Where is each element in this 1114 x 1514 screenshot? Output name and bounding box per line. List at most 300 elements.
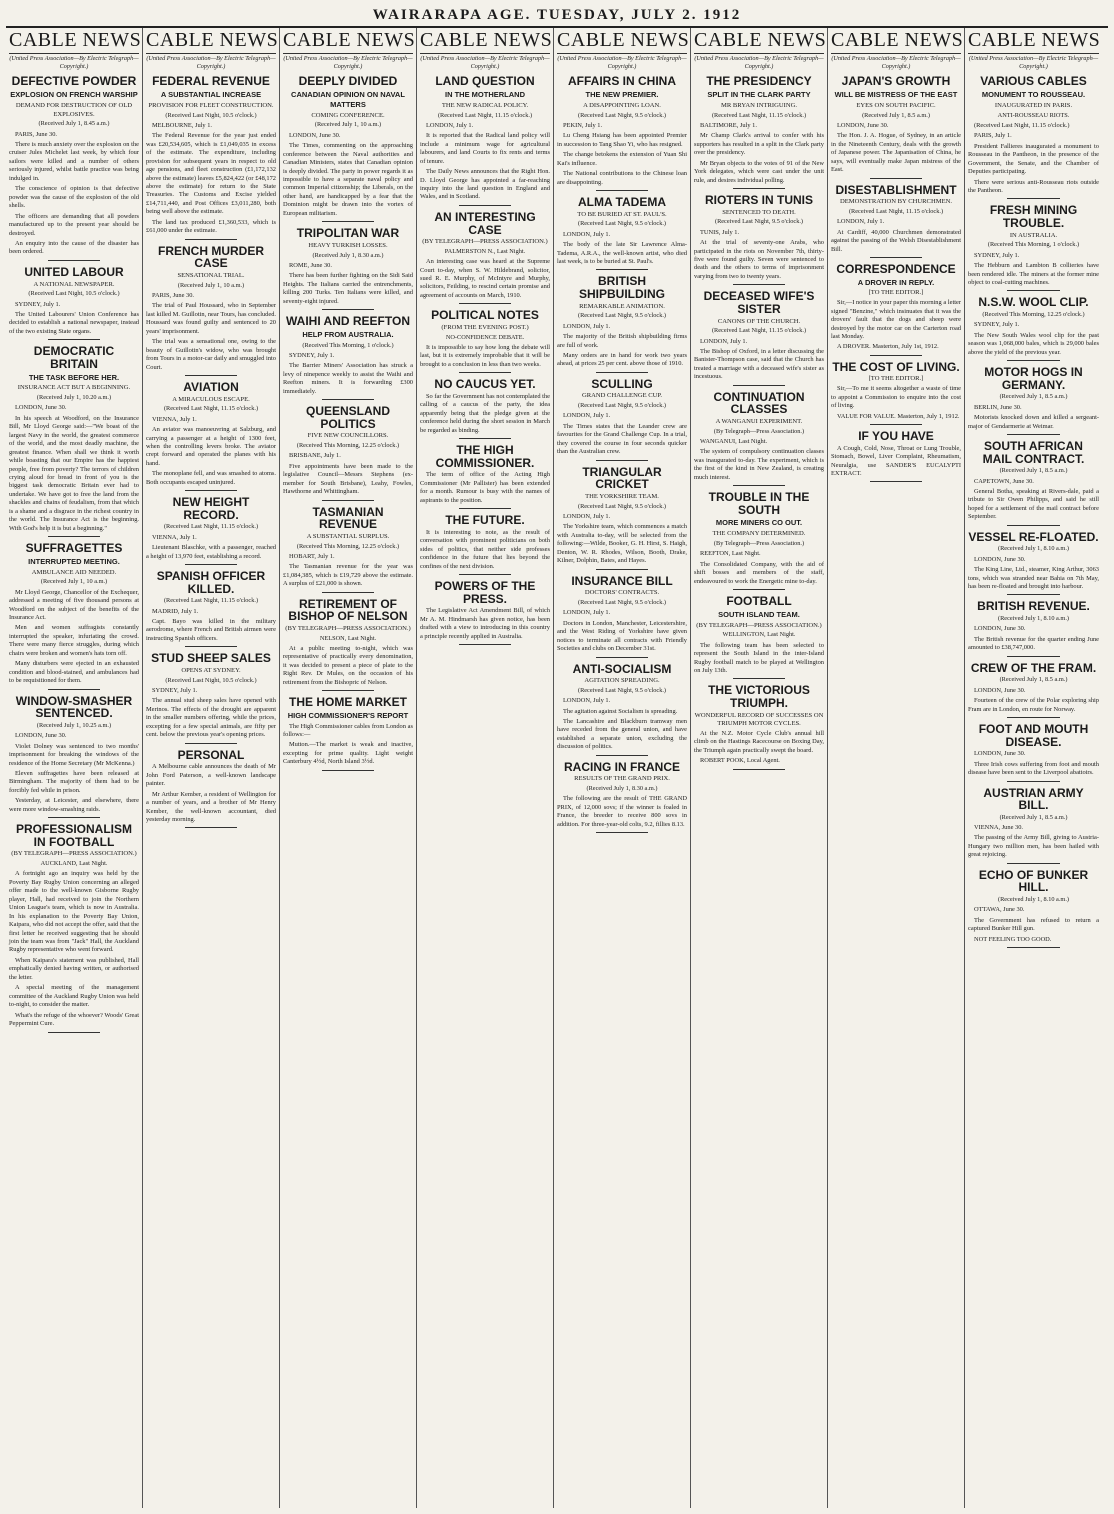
article-body (420, 258, 550, 300)
article-heading: ECHO OF BUNKER HILL. (978, 867, 1089, 895)
article-divider (185, 239, 237, 240)
article (968, 440, 1099, 526)
news-column (554, 28, 691, 1508)
article-divider (733, 188, 785, 189)
article-divider (459, 372, 511, 373)
article-paragraph: A Cough, Cold, Nose, Throat or Lung Trouble, Stomach, Bowel, Liver Complaint, Rheumatism, Neuralgia, use SANDER'S EUCALYPTI EXTRACT. (831, 444, 961, 477)
article (146, 652, 276, 743)
article-heading: POLITICAL NOTES (431, 308, 539, 323)
received-line: (Received July 1, 8.45 a.m.) (38, 120, 110, 128)
article-paragraph: There has been further fighting on the Sidi Said Heights. The Italians carried the entrenchments, killing 200 Turks. Ten Italians were killed, and seventy-eight injured. (283, 272, 413, 305)
article-paragraph: The Daily News announces that the Right Hon. D. Lloyd George has appointed a far-reaching inquiry into the land question in England and Wales, and in Scotland. (420, 168, 550, 201)
article-paragraph: BALTIMORE, July 1. (700, 121, 757, 129)
news-column (143, 28, 280, 1508)
article-paragraph: Many disturbers were ejected in an exhausted condition and blood-stained, and ambulances had to be requisitioned for them. (9, 660, 139, 685)
article-heading: IF YOU HAVE (858, 429, 934, 443)
article-heading: SCULLING (591, 376, 653, 391)
article-body (831, 218, 961, 254)
article-heading: NEW HEIGHT RECORD. (172, 495, 250, 522)
article (283, 405, 413, 500)
article-paragraph: Fourteen of the crew of the Polar exploring ship Fram are in London, en route for Norway. (968, 697, 1099, 713)
article-heading: THE HOME MARKET (289, 695, 407, 710)
column-subheader: (United Press Association—By Electric Telegraph—Copyright.) (694, 55, 824, 71)
received-line: (Received Last Night, 10.5 o'clock.) (165, 111, 257, 119)
article (146, 749, 276, 829)
article-paragraph: The King Line, Ltd., steamer, King Arthur, 3063 tons, which was stranded near Bahia on 7th May, has been re-floated and brought into harbour. (968, 566, 1099, 591)
article-divider (459, 205, 511, 206)
article (9, 345, 139, 537)
article-heading: QUEENSLAND POLITICS (305, 404, 390, 431)
article-body (694, 122, 824, 185)
received-line: (Received Last Night, 10.5 o'clock.) (28, 290, 120, 298)
article-body (831, 445, 961, 479)
article-body (146, 608, 276, 644)
article-paragraph: PARIS, June 30. (152, 291, 195, 299)
article (9, 542, 139, 689)
article-divider (1007, 781, 1059, 782)
article-subheading: SOUTH ISLAND TEAM. (718, 609, 800, 619)
article-heading: UNITED LABOUR (24, 264, 124, 279)
article-heading: TASMANIAN REVENUE (312, 504, 384, 532)
article-body (557, 323, 687, 369)
article-body (146, 416, 276, 488)
article-paragraph: BRISBANE, July 1. (289, 452, 341, 460)
article-paragraph: Motorists knocked down and killed a sergeant-major of Gendarmerie at Weimar. (968, 414, 1099, 430)
article-body (968, 122, 1099, 196)
article-deck: (BY TELEGRAPH—PRESS ASSOCIATION.) (696, 621, 822, 629)
article-deck: (BY TELEGRAPH—PRESS ASSOCIATION.) (422, 238, 548, 246)
article-heading: THE COST OF LIVING. (832, 359, 960, 374)
article-paragraph: The Barrier Miners' Association has struck a levy of ninepence weekly to assist the Waihi and Reefton miners. It is forwarding £300 immediately. (283, 362, 413, 395)
article (146, 496, 276, 565)
article (968, 787, 1099, 864)
article-subheading: A DROVER IN REPLY. (857, 277, 935, 287)
article (694, 684, 824, 769)
article-divider (459, 508, 511, 509)
article-divider (322, 770, 374, 771)
article-paragraph: LONDON, June 30. (837, 121, 889, 129)
article-subheading: THE NEW PREMIER. (585, 89, 659, 99)
article-divider (1007, 717, 1059, 718)
article-paragraph: The Times states that the Leander crew are favourites for the Grand Challenge Cup. In a trial, they covered the course in four seconds quicker than the Australian crew. (557, 422, 687, 456)
article-divider (596, 755, 648, 756)
article-paragraph: The system of compulsory continuation classes was inaugurated to-day. The experiment, which is the first of the kind in New Zealand, is creating much interest. (694, 448, 824, 481)
article-paragraph: LONDON, June 30. (974, 555, 1026, 563)
article-divider (870, 481, 922, 482)
article-heading: BRITISH REVENUE. (977, 599, 1090, 614)
article (420, 580, 550, 645)
article-deck: CANONS OF THE CHURCH. (717, 317, 801, 325)
article-body (283, 352, 413, 396)
article-divider (596, 372, 648, 373)
column-header: CABLE NEWS (968, 30, 1099, 54)
article (831, 263, 961, 356)
article-body (694, 730, 824, 766)
article-paragraph: At the N.Z. Motor Cycle Club's annual hill climb on the Hastings Racecourse on Boxing Day, the Triumph again practically swept the board. (694, 730, 824, 754)
article-deck: A NATIONAL NEWSPAPER. (33, 280, 115, 288)
article-divider (185, 646, 237, 647)
article-paragraph: LONDON, July 1. (563, 322, 611, 330)
article-paragraph: The Federal Revenue for the year just ended was £20,534,605, which is £1,049,035 in excess of the estimate. The expenditure, including provision for subsequent years in respect to old age pensions, and fleet construction (£1,172,132 above the estimate) leaves £5,824,422 (or £48,172 above the estimate) for return to the State Treasuries. The Customs and Excise yielded £14,711,440, and Post Offices £3,011,280, both being well above the estimate. (146, 132, 276, 216)
article-body (557, 609, 687, 653)
article-body (557, 795, 687, 829)
article-divider (733, 385, 785, 386)
article-body (283, 132, 413, 219)
article-divider (596, 569, 648, 570)
article-divider (733, 678, 785, 679)
article-heading: CORRESPONDENCE (836, 261, 956, 276)
article-divider (459, 644, 511, 645)
article-heading: N.S.W. WOOL CLIP. (978, 295, 1089, 310)
article (968, 75, 1099, 199)
news-column (417, 28, 554, 1508)
article-body (146, 763, 276, 824)
received-line: (Received July 1, 10 a.m.) (40, 578, 108, 586)
article-paragraph: PARIS, June 30. (15, 130, 58, 138)
received-line: (Received Last Night, 9.5 o'clock.) (714, 218, 804, 226)
article-subheading: IN THE MOTHERLAND (445, 89, 525, 99)
article-heading: DEMOCRATIC BRITAIN (33, 344, 115, 371)
article-divider (870, 257, 922, 258)
article-body (557, 231, 687, 267)
article-paragraph: BERLIN, June 30. (974, 403, 1022, 411)
article-body (146, 534, 276, 561)
article-paragraph: LONDON, June 30. (974, 686, 1026, 694)
received-line: (Received July 1, 10.20 a.m.) (36, 394, 112, 402)
received-line: (Received July 1, 10 a.m.) (177, 281, 245, 289)
article-subheading: HIGH COMMISSIONER'S REPORT (287, 710, 409, 720)
article-paragraph: PEKIN, July 1. (563, 121, 603, 129)
article-paragraph: Yesterday, at Leicester, and elsewhere, there were more window-smashing raids. (9, 797, 139, 813)
article-paragraph: CAPETOWN, June 30. (974, 477, 1034, 485)
article-divider (733, 485, 785, 486)
article-divider (870, 178, 922, 179)
article-paragraph: General Botha, speaking at Rivers-dale, paid a tribute to Sir Owen Philipps, and said he still hoped for a settlement of the mail contract before September. (968, 487, 1099, 521)
article-subheading: WILL BE MISTRESS OF THE EAST (834, 89, 958, 99)
article-divider (1007, 525, 1059, 526)
article-deck: A MIRACULOUS ESCAPE. (172, 395, 250, 403)
article-divider (185, 375, 237, 376)
article-divider (185, 564, 237, 565)
article-body (694, 438, 824, 482)
article-heading: THE VICTORIOUS TRIUMPH. (708, 683, 810, 711)
article-paragraph: The trial of Paul Houssard, who in September last killed M. Guillotin, near Tours, has concluded. Houssard was found guilty and sentenced to 20 years' imprisonment. (146, 302, 276, 335)
article-divider (870, 424, 922, 425)
article (968, 723, 1099, 782)
article-paragraph: VIENNA, July 1. (152, 415, 197, 423)
article (283, 75, 413, 222)
received-line: (By Telegraph—Press Association.) (713, 540, 805, 548)
article-heading: FRENCH MURDER CASE (158, 243, 264, 271)
article-paragraph: ROBERT POOK, Local Agent. (700, 757, 780, 765)
article-paragraph: The body of the late Sir Lawrence Alma-Tadema, A.R.A., the well-known artist, who died last week, is to be buried at St. Paul's. (557, 241, 687, 265)
article-body (968, 750, 1099, 777)
article (694, 391, 824, 486)
article-body (420, 529, 550, 571)
received-line: (Received Last Night, 9.5 o'clock.) (577, 312, 667, 320)
article-paragraph: It is reported that the Radical land policy will include a minimum wage for agricultural labourers, and land Courts to fix rents and terms of tenure. (420, 132, 550, 165)
article-heading: STUD SHEEP SALES (151, 651, 271, 666)
article-heading: AVIATION (183, 380, 239, 395)
article-body (283, 553, 413, 589)
column-header: CABLE NEWS (283, 30, 413, 54)
article-body (968, 252, 1099, 288)
article-heading: NO CAUCUS YET. (434, 377, 536, 392)
article-paragraph: SYDNEY, July 1. (152, 686, 198, 694)
article-heading: SPANISH OFFICER KILLED. (156, 569, 266, 596)
article-divider (48, 536, 100, 537)
received-line: (Received July 1, 8.10 a.m.) (998, 615, 1069, 623)
article-paragraph: Sir,—To me it seems altogether a waste of time to appoint a Commission to enquire into the cost of living. (831, 385, 961, 410)
article-deck: MR BRYAN INTRIGUING. (720, 101, 797, 109)
received-line: (Received July 1, 8.10 a.m.) (998, 545, 1069, 553)
article-paragraph: LONDON, July 1. (563, 412, 611, 420)
article-deck: INAUGURATED IN PARIS. (994, 101, 1073, 109)
article-divider (1007, 656, 1059, 657)
received-line: (Received Last Night, 9.5 o'clock.) (577, 111, 667, 119)
article-paragraph: The following team has been selected to represent the South Island in the inter-Island Rugby football match to be played at Wellington on July 13th. (694, 641, 824, 674)
article-paragraph: VIENNA, June 30. (974, 824, 1023, 832)
article-heading: AFFAIRS IN CHINA (568, 74, 676, 89)
article-heading: TRIANGULAR CRICKET (582, 464, 662, 492)
article-paragraph: Mr Champ Clark's arrival to confer with his supporters has resulted in a split in the Clark party over the presidency. (694, 132, 824, 157)
article-heading: ANTI-SOCIALISM (572, 661, 672, 676)
article-paragraph: OTTAWA, June 30. (974, 906, 1025, 914)
article-heading: FOOT AND MOUTH DISEASE. (978, 721, 1089, 749)
article (557, 196, 687, 270)
article-body (283, 723, 413, 767)
masthead: WAIRARAPA AGE. TUESDAY, JULY 2. 1912 (6, 4, 1108, 28)
article-paragraph: The annual stud sheep sales have opened with Merinos. The effects of the drought are apparent in the smaller numbers offering, while the prices, excepting for a few special animals, are fifty per cent. below the previous year's opening prices. (146, 697, 276, 739)
article-paragraph: Mr Bryan objects to the votes of 91 of the New York delegates, which were cast under the unit rule, and desires individual polling. (694, 159, 824, 184)
received-line: ANTI-ROUSSEAU RIOTS. (997, 111, 1070, 119)
article-subheading: MORE MINERS CO OUT. (715, 518, 803, 528)
article-heading: AN INTERESTING CASE (434, 209, 536, 237)
article-paragraph: A DROVER. Masterton, July 1st, 1912. (837, 343, 939, 351)
column-header: CABLE NEWS (557, 30, 687, 54)
article-paragraph: LONDON, July 1. (426, 121, 474, 129)
article-paragraph: The term of office of the Acting High Commissioner (Mr Pallister) has been extended for a month. Rumour is busy with the names of aspirants to the position. (420, 471, 550, 504)
article-heading: TRIPOLITAN WAR (296, 226, 400, 241)
article-heading: DEFECTIVE POWDER (11, 74, 137, 89)
article-heading: WINDOW-SMASHER SENTENCED. (15, 693, 133, 721)
article-paragraph: There is much anxiety over the explosion on the cruiser Jules Michelet last week, by which four sailors were killed and a number of others seriously injured, whilst battle practice was being indulged in. (9, 141, 139, 182)
article-paragraph: Men and women suffragists constantly interrupted the speaker, infuriating the crowd. There were many fierce struggles, during which chairs were broken and women's hats torn off. (9, 624, 139, 657)
article (283, 598, 413, 691)
article (968, 662, 1099, 718)
article-divider (733, 284, 785, 285)
article (9, 75, 139, 261)
column-header: CABLE NEWS (9, 30, 139, 54)
article-divider (733, 589, 785, 590)
article-heading: CONTINUATION CLASSES (713, 389, 805, 417)
article (831, 75, 961, 178)
article-paragraph: So far the Government has not contemplated the calling of a caucus of the party, the idea apparently being that the pledge given at the conference held during the short session in March be regarded as binding. (420, 392, 550, 434)
article-divider (1007, 947, 1059, 948)
article-body (420, 122, 550, 202)
article-body (9, 870, 139, 1028)
column-subheader: (United Press Association—By Electric Telegraph—Copyright.) (146, 55, 276, 71)
received-line: (Received July 1, 8.5 a.m.) (862, 111, 930, 119)
received-line: (Received July 1, 8.5 a.m.) (999, 467, 1068, 475)
article-paragraph: It is impossible to say how long the debate will last, but it is extremely improbable that it will be brought to a conclusion in less than two weeks. (420, 343, 550, 368)
article-paragraph: Mr Arthur Kember, a resident of Wellington for a number of years, and a brother of Mr Henry Kember, the well-known accountant, died yesterday morning. (146, 790, 276, 823)
article-paragraph: Five appointments have been made to the legislative Council—Messrs Stephens (ex-member for South Brisbane), Leahy, Fowles, Hawthorne and Whittingham. (283, 462, 413, 496)
article-deck: (BY TELEGRAPH—PRESS ASSOCIATION.) (285, 624, 411, 632)
article-paragraph: The Hebburn and Lambton B collieries have been rendered idle. The miners at the former mine object to coal-cutting machines. (968, 262, 1099, 287)
article (694, 595, 824, 679)
article-body (968, 824, 1099, 860)
article-heading: BRITISH SHIPBUILDING (578, 274, 665, 302)
article-paragraph: Capt. Bayo was killed in the military aerodrome, where French and British airmen were instructing Spanish officers. (146, 618, 276, 642)
article-paragraph: The passing of the Army Bill, giving to Austria-Hungary two million men, has been hailed with great rejoicing. (968, 834, 1099, 859)
article-body (557, 513, 687, 566)
article-deck: THE YORKSHIRE TEAM. (585, 492, 659, 500)
article-paragraph: When Kaipara's statement was published, Hall emphatically denied having written, or authorised the letter. (9, 956, 139, 981)
article (557, 466, 687, 570)
article-deck: EYES ON SOUTH PACIFIC. (856, 101, 936, 109)
article-paragraph: The Lancashire and Blackburn tramway men have receded from the general union, and have established a separate union, excluding the discussion of politics. (557, 718, 687, 751)
article-paragraph: NOT FEELING TOO GOOD. (974, 935, 1052, 943)
article-paragraph: The High Commissioner cables from London as follows:— (283, 722, 413, 739)
article (283, 696, 413, 771)
article-paragraph: In his speech at Woodford, on the Insurance Bill, Mr Lloyd George said:—"We boast of the largest Navy in the world, the greatest commerce of the world, and the most deadly machine, the greatest finance. When shall we think it worth while boasting that our Empire has the happiest people, free from poverty? The terrors of children crying aloud for bread in front of you is the biggest task democratic Britain ever had to undertake. We have got to free the land from the shackles and chains of feudalism, from that which is a shame and a disgrace in the richest country in the world. The Insurance Act is the beginning. With God's help it is but a beginning." (9, 414, 139, 532)
article (694, 75, 824, 189)
column-header: CABLE NEWS (146, 30, 276, 54)
article-heading: JAPAN'S GROWTH (841, 74, 951, 89)
article (557, 75, 687, 191)
received-line: (Received July 1, 10.25 a.m.) (36, 721, 112, 729)
article (420, 309, 550, 373)
article-paragraph: VALUE FOR VALUE. Masterton, July 1, 1912. (837, 412, 960, 420)
article-body (146, 687, 276, 740)
article-body (9, 732, 139, 814)
article-divider (596, 190, 648, 191)
received-line: (Received July 1, 10 a.m.) (314, 121, 382, 129)
article-deck: REMARKABLE ANIMATION. (579, 302, 665, 310)
article-deck: A SUBSTANTIAL SURPLUS. (306, 532, 390, 540)
article (9, 695, 139, 819)
column-subheader: (United Press Association—By Electric Telegraph—Copyright.) (9, 55, 139, 71)
received-line: (Received Last Night, 9.5 o'clock.) (577, 220, 667, 228)
article-heading: SOUTH AFRICAN MAIL CONTRACT. (982, 439, 1085, 466)
received-line: (Received Last Night, 11.15 o'clock.) (711, 327, 807, 335)
article-paragraph: MELBOURNE, July 1. (152, 121, 213, 129)
article-paragraph: An aviator was manoeuvring at Salzburg, and carrying a passenger at a height of 1300 feet, when the controlling levers broke. The aviator crept forward and operated the planes with his hand. (146, 426, 276, 467)
article-deck: DOCTORS' CONTRACTS. (584, 589, 660, 597)
article-paragraph: SYDNEY, July 1. (289, 351, 335, 359)
article-paragraph: An enquiry into the cause of the disaster has been ordered. (9, 240, 139, 256)
article-paragraph: It is interesting to note, as the result of conversation with prominent politicians on both sides of politics, that neither side professes confidence in the future that lies beyond the confines of the next division. (420, 528, 550, 570)
article-divider (185, 743, 237, 744)
article-paragraph: LONDON, July 1. (700, 337, 748, 345)
article-paragraph: TUNIS, July 1. (700, 228, 740, 236)
article-subheading: HELP FROM AUSTRALIA. (302, 329, 394, 339)
article-divider (48, 817, 100, 818)
article-paragraph: SYDNEY, July 1. (15, 300, 61, 308)
article (557, 575, 687, 658)
article-deck: RESULTS OF THE GRAND PRIX. (574, 775, 670, 783)
article-subheading: MONUMENT TO ROUSSEAU. (981, 89, 1086, 99)
article-heading: FRESH MINING TROUBLE. (989, 203, 1078, 231)
article-body (968, 404, 1099, 431)
article-heading: LAND QUESTION (435, 74, 535, 89)
received-line: NELSON, Last Night. (319, 634, 377, 642)
article-deck: PROVISION FOR FLEET CONSTRUCTION. (148, 101, 274, 109)
article-paragraph: The Yorkshire team, which commences a match with Australia to-day, will be selected from the following:—Wilde, Booker, G. H. Hirst, S. Haigh, Denton, W. R. Rhodes, Wilson, Booth, Drake, Kilner, Dolphin, Bates, and Hayes. (557, 523, 687, 565)
article-paragraph: The Tasmanian revenue for the year was £1,084,385, which is £19,729 above the estimate. A surplus of £21,000 is shown. (283, 563, 413, 588)
article-paragraph: LONDON, July 1. (563, 230, 611, 238)
article-deck: SENTENCED TO DEATH. (722, 208, 796, 216)
article-paragraph: The Times, commenting on the approaching conference between the Naval authorities and Canadian Ministers, states that Canadian opinion is deeply divided. The party in power regards it as impossible to have a separate naval policy and common Imperial citizenship; the Liberals, on the other hand, are handicapped by a fear that the Dominion might be drawn into the vortex of European militarism. (283, 142, 413, 217)
article-paragraph: The trial was a sensational one, owing to the beauty of Guillotin's widow, who was brought from Tours in a motor-car daily and smuggled into Court. (146, 338, 276, 371)
article-paragraph: LONDON, June 30. (974, 625, 1026, 633)
article-paragraph: LONDON, June 30. (15, 404, 67, 412)
article (420, 211, 550, 304)
article-divider (596, 460, 648, 461)
article-body (968, 478, 1099, 522)
column-header: CABLE NEWS (420, 30, 550, 54)
column-subheader: (United Press Association—By Electric Telegraph—Copyright.) (283, 55, 413, 71)
article-deck: COMING CONFERENCE. (311, 111, 385, 119)
article-subheading: EXPLOSION ON FRENCH WARSHIP (10, 89, 138, 99)
article-deck: THE NEW RADICAL POLICY. (441, 101, 529, 109)
article-deck: WONDERFUL RECORD OF SUCCESSES ON TRIUMPH MOTOR CYCLES. (694, 711, 824, 728)
article-body (146, 292, 276, 372)
article-divider (596, 269, 648, 270)
received-line: AUCKLAND, Last Night. (40, 860, 108, 868)
article-heading: INSURANCE BILL (571, 573, 673, 588)
article-divider (48, 339, 100, 340)
article-heading: SUFFRAGETTES (25, 541, 123, 556)
article-paragraph: The agitation against Socialism is spreading. (563, 707, 678, 715)
article-paragraph: At Cardiff, 40,000 Churchmen demonstrated against the passing of the Welsh Disestablishment Bill. (831, 228, 961, 253)
article-divider (322, 309, 374, 310)
article-paragraph: REEFTON, Last Night. (700, 550, 761, 558)
received-line: (Received Last Night, 11.15 o'clock.) (711, 111, 807, 119)
received-line: (Received July 1, 8.10 a.m.) (998, 896, 1069, 904)
article (831, 184, 961, 258)
article-paragraph: (Received Last Night, 11.15 o'clock.) (974, 121, 1070, 129)
article-divider (322, 592, 374, 593)
article-paragraph: LONDON, July 1. (837, 218, 885, 226)
article-divider (1007, 594, 1059, 595)
article-paragraph: Many orders are in hand for work two years ahead, at prices 25 per cent. above those of 1910. (557, 351, 687, 368)
article-heading: MOTOR HOGS IN GERMANY. (984, 365, 1083, 392)
columns-container (6, 28, 1108, 1508)
article-paragraph: LONDON, July 1. (563, 609, 611, 617)
article-body (9, 589, 139, 686)
article-paragraph: Doctors in London, Manchester, Leicestershire, and the West Riding of Yorkshire have given notices to terminate all contracts with Friendly Societies and clubs on December 31st. (557, 619, 687, 653)
article-heading: FOOTBALL (726, 594, 792, 609)
article-divider (1007, 434, 1059, 435)
column-header: CABLE NEWS (831, 30, 961, 54)
article-heading: CREW OF THE FRAM. (970, 660, 1097, 675)
article (283, 506, 413, 593)
article-paragraph: The New South Wales wool clip for the past season was 1,068,000 bales, which is 29,000 bales above the yield of the previous year. (968, 331, 1099, 356)
article-body (968, 625, 1099, 652)
article-body (557, 412, 687, 456)
article (146, 381, 276, 491)
article-divider (733, 769, 785, 770)
article (420, 75, 550, 206)
article-divider (322, 399, 374, 400)
article-paragraph: An interesting case was heard at the Supreme Court to-day, when S. W. Hildebrand, solicitor, sued R. E. Murphy, of McIntyre and Murphy, solicitors, Feilding, to rescind certain promise and agreement of accounts on March, 1910. (420, 258, 550, 299)
article-body (420, 471, 550, 505)
article-paragraph: A fortnight ago an inquiry was held by the Poverty Bay Rugby Union concerning an alleged offer made to the well-known Gisborne Rugby player, Hall, had received to join the Northern Union League's team, which is now in Australia. In his explanation to the Poverty Bay Union, Kaipara, who did not accept the offer, said that the first letter he received suggesting that he should join the team was from "Jack" Hall, the Auckland Rugby representative who went forward. (9, 870, 139, 954)
column-subheader: (United Press Association—By Electric Telegraph—Copyright.) (831, 55, 961, 71)
article (831, 430, 961, 482)
